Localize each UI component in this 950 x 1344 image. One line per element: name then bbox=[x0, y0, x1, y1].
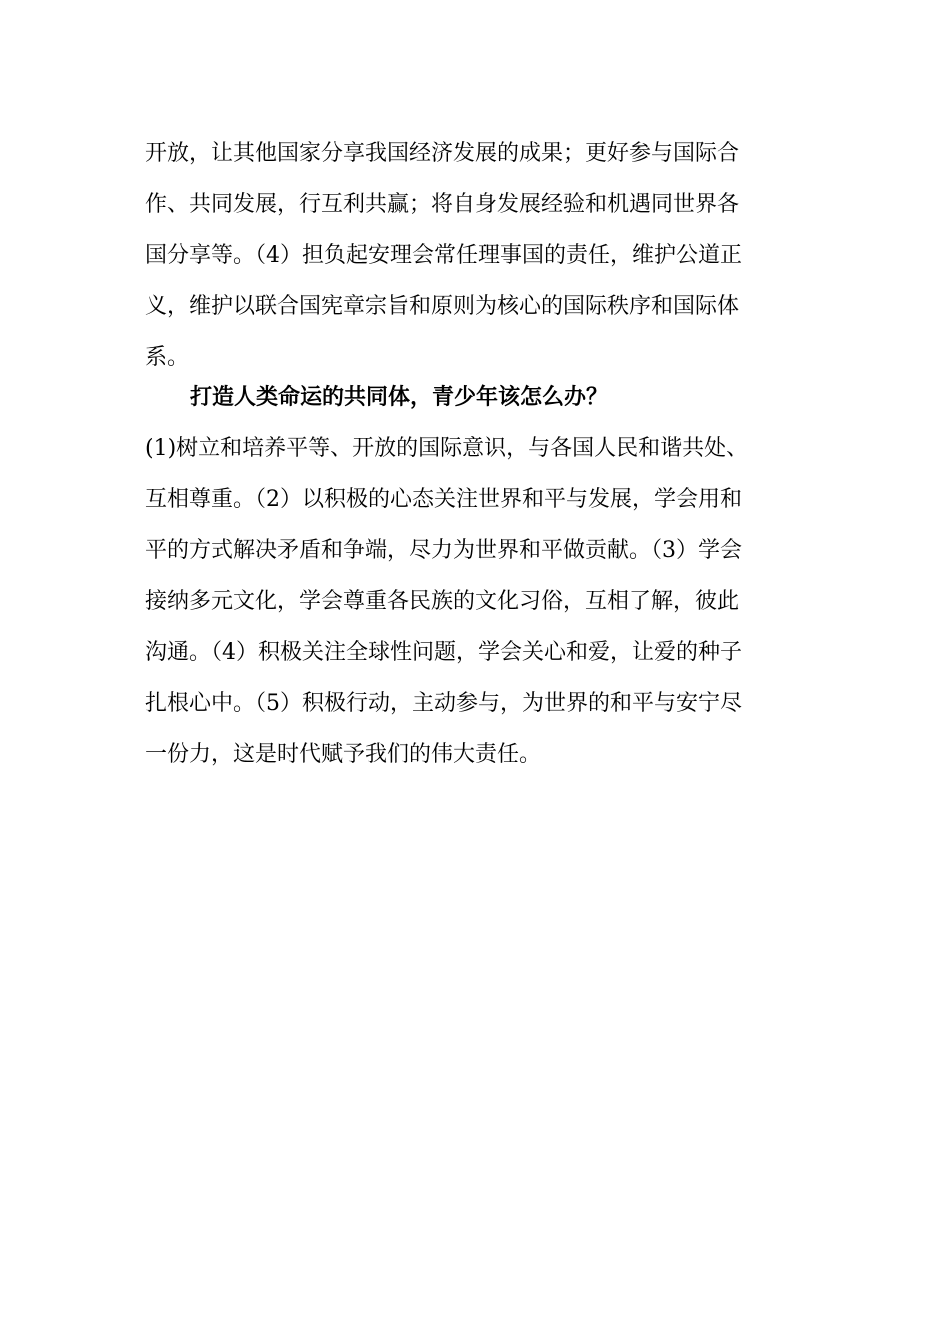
paragraph-line: 国分享等。（4）担负起安理会常任理事国的责任，维护公道正 bbox=[145, 243, 742, 268]
paragraph-line: 开放，让其他国家分享我国经济发展的成果；更好参与国际合 bbox=[145, 141, 740, 166]
paragraph-2 bbox=[145, 423, 805, 780]
paragraph-line: 接纳多元文化，学会尊重各民族的文化习俗，互相了解，彼此 bbox=[145, 589, 740, 614]
paragraph-1 bbox=[145, 128, 805, 383]
section-heading: 打造人类命运的共同体，青少年该怎么办？ bbox=[190, 384, 609, 410]
paragraph-line: 平的方式解决矛盾和争端，尽力为世界和平做贡献。（3）学会 bbox=[145, 538, 742, 563]
paragraph-line: 扎根心中。（5）积极行动，主动参与，为世界的和平与安宁尽 bbox=[145, 691, 742, 716]
paragraph-line: 互相尊重。（2）以积极的心态关注世界和平与发展，学会用和 bbox=[145, 487, 742, 512]
paragraph-line: (1)树立和培养平等、开放的国际意识，与各国人民和谐共处、 bbox=[145, 436, 749, 461]
paragraph-line: 一份力，这是时代赋予我们的伟大责任。 bbox=[145, 742, 542, 767]
paragraph-line: 义，维护以联合国宪章宗旨和原则为核心的国际秩序和国际体 bbox=[145, 294, 740, 319]
paragraph-line: 系。 bbox=[145, 345, 190, 370]
paragraph-line: 作、共同发展，行互利共赢；将自身发展经验和机遇同世界各 bbox=[145, 192, 740, 217]
paragraph-line: 沟通。（4）积极关注全球性问题，学会关心和爱，让爱的种子 bbox=[145, 640, 742, 665]
